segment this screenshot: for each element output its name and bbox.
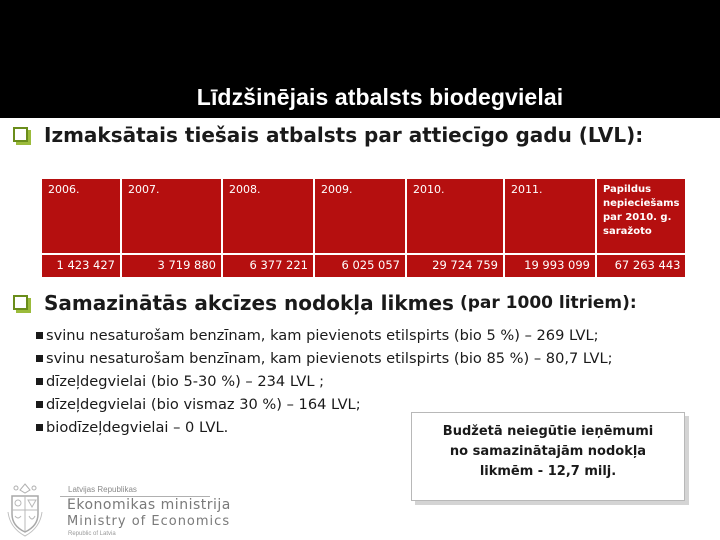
- list-item: [36, 370, 613, 393]
- square-bullet-icon: [36, 378, 43, 385]
- logo-name-en: Ministry of Economics: [67, 514, 231, 529]
- callout-line: no samazinātajām nodokļa: [449, 444, 647, 459]
- support-table-header-cell: Papildus nepieciešams par 2010. g. saražoto: [597, 179, 685, 253]
- support-table-value-row: [42, 255, 685, 277]
- checkbox-bullet-icon: [10, 292, 32, 314]
- logo-bottom-text: Republic of Latvia: [68, 531, 116, 537]
- list-item-text: svinu nesaturošam benzīnam, kam pievienots etilspirts (bio 85 %) – 80,7 LVL;: [46, 350, 613, 367]
- support-table-value-cell: 19 993 099: [505, 255, 595, 277]
- logo-name-lv: Ekonomikas ministrija: [67, 497, 231, 513]
- list-item-text: svinu nesaturošam benzīnam, kam pievienots etilspirts (bio 5 %) – 269 LVL;: [46, 327, 599, 344]
- support-table: [40, 177, 687, 279]
- support-table-header-cell: 2008.: [223, 179, 313, 253]
- support-table-value-cell: 29 724 759: [407, 255, 503, 277]
- section-heading-tax: [10, 291, 637, 315]
- logo-top-text: Latvijas Republikas: [68, 485, 137, 494]
- support-table-value-cell: 1 423 427: [42, 255, 120, 277]
- callout-line: likmēm - 12,7 milj.: [479, 464, 617, 479]
- checkbox-bullet-icon: [10, 124, 32, 146]
- list-item: [36, 324, 613, 347]
- list-item-text: dīzeļdegvielai (bio 5-30 %) – 234 LVL ;: [46, 373, 325, 390]
- callout-line: Budžetā neiegūtie ieņēmumi: [442, 424, 654, 439]
- square-bullet-icon: [36, 355, 43, 362]
- support-table-header-cell: 2007.: [122, 179, 221, 253]
- support-table-value-cell: 6 377 221: [223, 255, 313, 277]
- support-table-header-cell: 2006.: [42, 179, 120, 253]
- slide-title: Līdzšinējais atbalsts biodegvielai: [196, 84, 564, 110]
- section-heading-tax-suffix: (par 1000 litriem):: [459, 293, 637, 313]
- support-table-header-row: [42, 179, 685, 253]
- support-table-value-cell: 3 719 880: [122, 255, 221, 277]
- revenue-loss-callout: [411, 412, 685, 501]
- section-heading-tax-text: Samazinātās akcīzes nodokļa likmes: [44, 291, 454, 315]
- coat-of-arms-icon: [6, 482, 44, 538]
- square-bullet-icon: [36, 332, 43, 339]
- title-bar: [0, 0, 720, 118]
- support-table-header-cell: 2010.: [407, 179, 503, 253]
- support-table-value-cell: 67 263 443: [597, 255, 685, 277]
- square-bullet-icon: [36, 401, 43, 408]
- support-table-header-cell: 2011.: [505, 179, 595, 253]
- support-table-value-cell: 6 025 057: [315, 255, 405, 277]
- list-item-text: biodīzeļdegvielai – 0 LVL.: [46, 419, 229, 436]
- ministry-logo: [6, 482, 246, 540]
- section-heading-support: [10, 123, 643, 147]
- support-table-header-cell: 2009.: [315, 179, 405, 253]
- section-heading-support-text: Izmaksātais tiešais atbalsts par attiecīgo gadu (LVL):: [44, 123, 644, 147]
- list-item-text: dīzeļdegvielai (bio vismaz 30 %) – 164 LVL;: [46, 396, 361, 413]
- list-item: [36, 347, 613, 370]
- square-bullet-icon: [36, 424, 43, 431]
